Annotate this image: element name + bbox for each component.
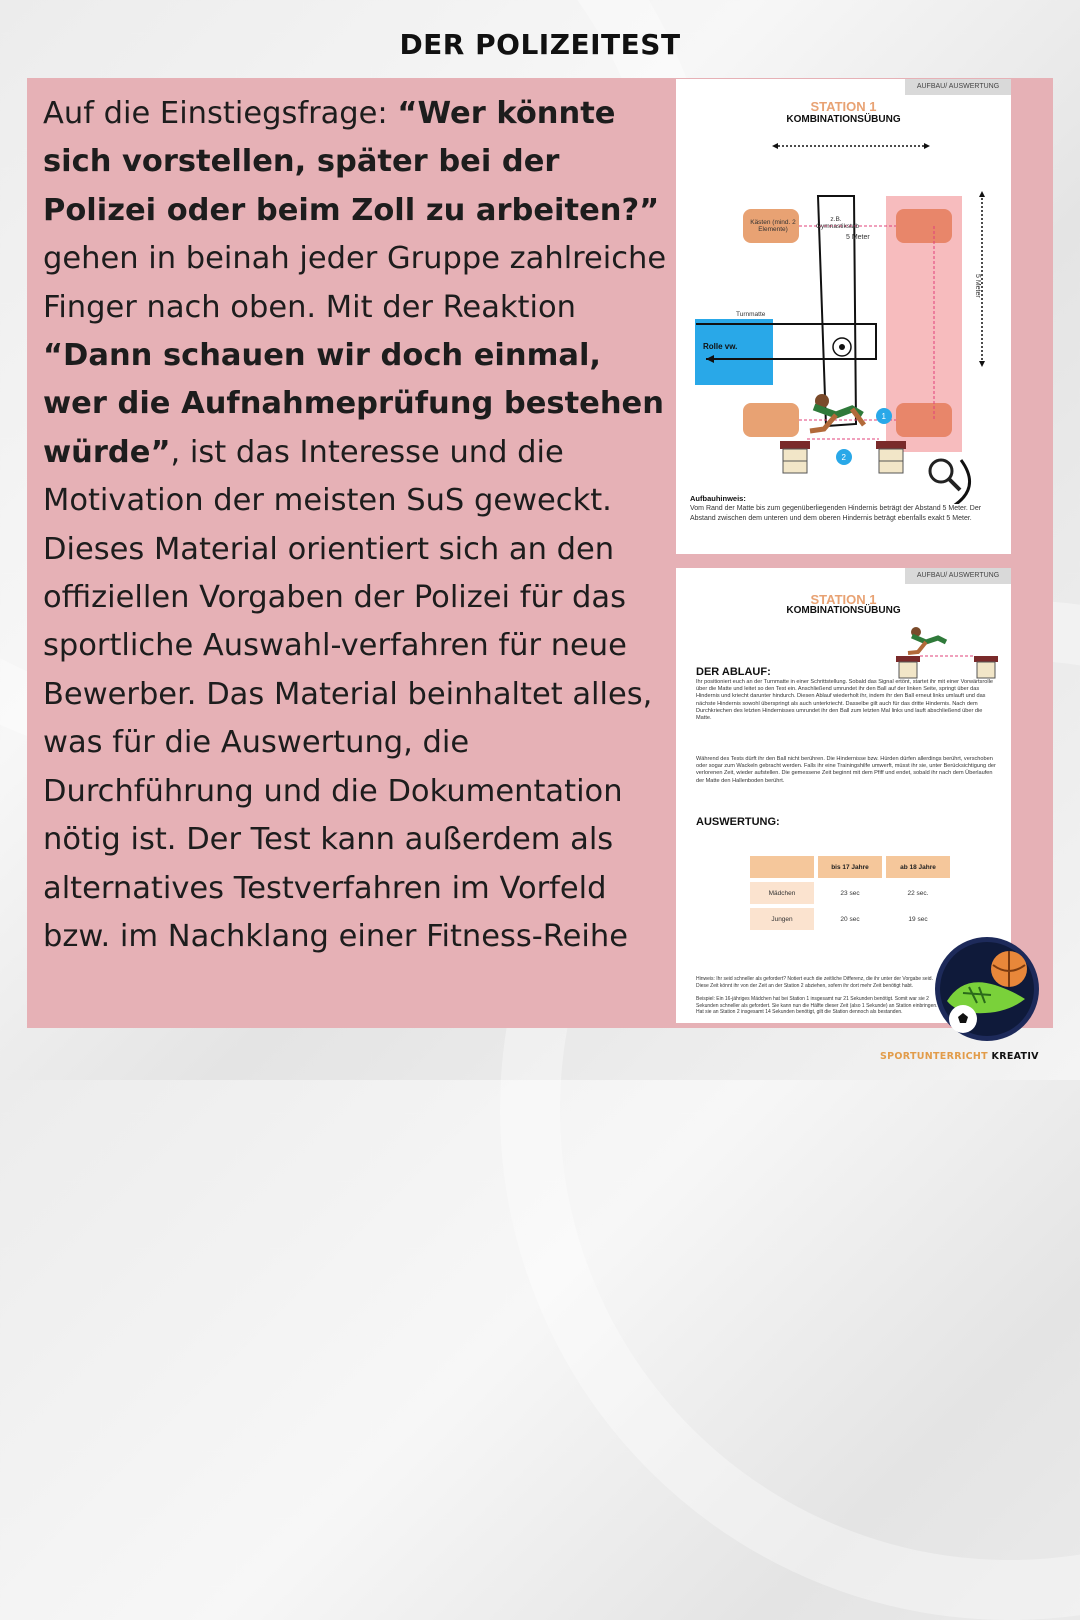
auswertung-title: AUSWERTUNG: bbox=[696, 816, 780, 828]
hint-note: Hinweis: Ihr seid schneller als gefordert? Notiert euch die zeitliche Differenz, die ihr unter der Vorgabe seid. Diese Zeit könnt ihr von der Zeit an der Station 2 abziehen, sofern ihr dort mehr Zeit benötigt habt. bbox=[696, 976, 933, 989]
station-subtitle: KOMBINATIONSÜBUNG bbox=[786, 605, 901, 616]
ablauf-title: DER ABLAUF: bbox=[696, 666, 771, 678]
page-title: DER POLIZEITEST bbox=[399, 28, 681, 61]
table-cell: Mädchen bbox=[750, 882, 814, 904]
athlete-illustration bbox=[766, 379, 946, 479]
evaluation-table bbox=[746, 852, 954, 934]
ablauf-text: Ihr positioniert euch an der Turnmatte in einer Schrittstellung. Sobald das Signal ertönt, startet ihr mit einer Vorwärtsrolle über die Matte und leitet so den Test ein. Anschließend umrundet ihr den Ball auf der linken Seite, springt über das Hindernis und kriecht darunter hindurch. Diesen Ablauf wiederholt ihr, indem ihr den Ball erneut links umlauft und das nächste Hindernis sowohl überspringt als auch unterkriecht. Dasselbe gilt auch für das dritte Hindernis. Nach dem Durchkriechen des letzten Hindernisses umrundet ihr den Ball zum letzten Mal links und lauft abschließend über die Matte. bbox=[696, 679, 993, 722]
distance-label: 5 Meter bbox=[846, 234, 870, 241]
sportunterricht-kreativ-logo bbox=[933, 935, 1041, 1043]
distance-label: 5 Meter bbox=[974, 274, 981, 298]
station-title: STATION 1 bbox=[810, 99, 877, 114]
hint-title: Aufbauhinweis: bbox=[690, 494, 746, 503]
table-header-cell: ab 18 Jahre bbox=[886, 856, 950, 878]
table-cell: 20 sec bbox=[840, 915, 860, 923]
logo-text bbox=[880, 1051, 1050, 1062]
table-row bbox=[750, 908, 950, 930]
example-note: Beispiel: Ein 16-jähriges Mädchen hat bei Station 1 insgesamt nur 21 Sekunden benötigt. Somit war sie 2 Sekunden schneller als gefordert. Sie kann nun die Hälfte dieser Zeit (also 1 Sekunde) an Station einbringen. Hat sie an Station 2 insgesamt 14 Sekunden benötigt, gilt die Station dennoch als bestanden. bbox=[696, 996, 938, 1015]
table-cell: 22 sec. bbox=[907, 889, 929, 897]
kasten-label: Kästen (mind. 2 Elemente) bbox=[750, 219, 796, 233]
logo-text-a: SPORTUNTERRICHT bbox=[880, 1051, 988, 1062]
doc-tag: AUFBAU/ AUSWERTUNG bbox=[905, 79, 1011, 95]
step-number: 2 bbox=[841, 453, 846, 462]
table-row bbox=[750, 882, 950, 904]
body-quote: “Wer könnte sich vorstellen, später bei der Polizei oder beim Zoll zu arbeiten?” bbox=[43, 96, 660, 228]
doc-tag: AUFBAU/ AUSWERTUNG bbox=[905, 568, 1011, 584]
body-text-part: , ist das Interesse und die Motivation der meisten SuS geweckt. Dieses Material orientiert sich an den offiziellen Vorgaben der Polizei für das sportliche Auswahl-verfahren für neue Bewerber. Das Material beinhaltet alles, was für die Auswertung, die Durchführung und die Dokumentation nötig ist. Der Test kann außerdem als alternatives Testverfahren im Vorfeld bzw. im Nachklang einer Fitness-Reihe bbox=[43, 434, 653, 954]
body-text-part: Auf die Einstiegsfrage: bbox=[43, 96, 398, 131]
table-header-row bbox=[750, 856, 950, 878]
hint-text: Vom Rand der Matte bis zum gegenüberliegenden Hindernis beträgt der Abstand 5 Meter. Der Abstand zwischen dem unteren und dem oberen Hindernis beträgt ebenfalls exakt 5 Meter. bbox=[690, 505, 982, 522]
table-header-cell: bis 17 Jahre bbox=[818, 856, 882, 878]
table-cell: 23 sec bbox=[840, 889, 860, 897]
body-text bbox=[43, 90, 668, 961]
athlete-illustration bbox=[894, 620, 1004, 680]
table-cell: Jungen bbox=[750, 908, 814, 930]
mat-label: Turnmatte bbox=[736, 311, 766, 318]
logo-text-b: KREATIV bbox=[987, 1051, 1039, 1062]
stick-label: z.B. Gymnastikstab bbox=[816, 216, 859, 230]
document-preview-setup bbox=[676, 79, 1011, 554]
table-header-cell bbox=[750, 856, 814, 878]
roll-label: Rolle vw. bbox=[703, 342, 738, 351]
station-title: STATION 1 bbox=[810, 592, 877, 607]
step-number: 1 bbox=[881, 412, 886, 421]
table-cell: 19 sec bbox=[908, 915, 928, 923]
station-subtitle: KOMBINATIONSÜBUNG bbox=[786, 114, 901, 125]
rules-text: Während des Tests dürft ihr den Ball nicht berühren. Die Hindernisse bzw. Hürden dürfen allerdings berührt, verschoben oder sogar zum Wackeln gebracht werden. Falls ihr eine Trainingshilfe umwerft, müsst ihr sie, unter Berücksichtigung der verlorenen Zeit, wieder aufstellen. Die gemessene Zeit beginnt mit dem Pfiff und endet, sobald ihr nach dem Überlaufen der Matte den Hallenboden berührt. bbox=[696, 756, 996, 784]
body-quote: “Dann schauen wir doch einmal, wer die Aufnahmeprüfung bestehen würde” bbox=[43, 338, 664, 470]
body-text-part: gehen in beinah jeder Gruppe zahlreiche Finger nach oben. Mit der Reaktion bbox=[43, 241, 667, 325]
